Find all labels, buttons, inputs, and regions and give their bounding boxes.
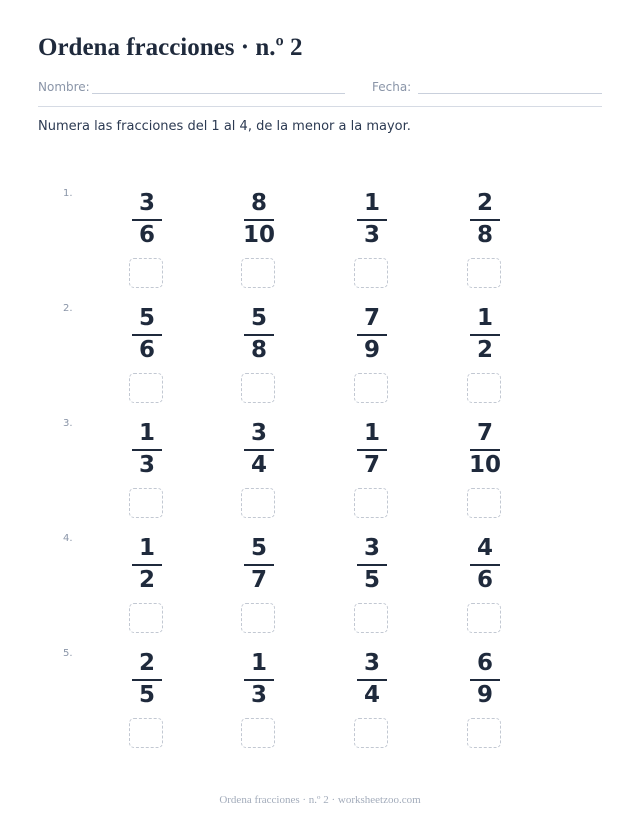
fraction-bar [132, 219, 162, 221]
fraction-numerator: 1 [138, 535, 155, 561]
fraction-denominator: 6 [476, 567, 493, 593]
fraction-numerator: 3 [363, 535, 380, 561]
problem-row [0, 533, 640, 643]
worksheet-title: Ordena fracciones · n.º 2 [38, 34, 303, 61]
fraction-numerator: 7 [476, 420, 493, 446]
fraction-denominator: 10 [468, 452, 501, 478]
fraction-bar [357, 449, 387, 451]
fraction-item [117, 648, 177, 756]
fraction-item [229, 188, 289, 296]
fraction-denominator: 5 [138, 682, 155, 708]
problem-row [0, 303, 640, 413]
answer-box[interactable] [467, 373, 501, 403]
answer-box[interactable] [467, 718, 501, 748]
fraction-denominator: 3 [363, 222, 380, 248]
fraction-bar [132, 449, 162, 451]
fraction-denominator: 2 [138, 567, 155, 593]
fraction-numerator: 5 [250, 535, 267, 561]
answer-box[interactable] [467, 488, 501, 518]
fraction-bar [244, 564, 274, 566]
date-line[interactable] [418, 93, 602, 94]
fraction-numerator: 3 [138, 190, 155, 216]
problem-number: 5. [63, 648, 73, 659]
fraction-bar [132, 679, 162, 681]
fraction-numerator: 1 [476, 305, 493, 331]
fraction-numerator: 2 [476, 190, 493, 216]
fraction-denominator: 3 [138, 452, 155, 478]
name-label: Nombre: [38, 80, 90, 94]
fraction-bar [132, 334, 162, 336]
fraction-bar [470, 334, 500, 336]
date-label: Fecha: [372, 80, 412, 94]
answer-box[interactable] [129, 718, 163, 748]
fraction-numerator: 5 [250, 305, 267, 331]
fraction-denominator: 4 [250, 452, 267, 478]
fraction-denominator: 10 [242, 222, 275, 248]
fraction-denominator: 8 [250, 337, 267, 363]
fraction-denominator: 5 [363, 567, 380, 593]
answer-box[interactable] [354, 603, 388, 633]
fraction-bar [470, 219, 500, 221]
fraction-bar [244, 679, 274, 681]
answer-box[interactable] [241, 373, 275, 403]
fraction-item [342, 533, 402, 641]
answer-box[interactable] [241, 718, 275, 748]
fraction-denominator: 9 [363, 337, 380, 363]
answer-box[interactable] [129, 373, 163, 403]
fraction-denominator: 8 [476, 222, 493, 248]
fraction-denominator: 2 [476, 337, 493, 363]
answer-box[interactable] [467, 603, 501, 633]
answer-box[interactable] [354, 718, 388, 748]
fraction-item [229, 418, 289, 526]
fraction-numerator: 6 [476, 650, 493, 676]
fraction-bar [244, 219, 274, 221]
fraction-item [342, 188, 402, 296]
fraction-bar [132, 564, 162, 566]
header-divider [38, 106, 602, 107]
fraction-numerator: 8 [250, 190, 267, 216]
fraction-numerator: 1 [363, 190, 380, 216]
answer-box[interactable] [241, 488, 275, 518]
fraction-denominator: 7 [250, 567, 267, 593]
fraction-bar [357, 679, 387, 681]
answer-box[interactable] [129, 258, 163, 288]
fraction-numerator: 2 [138, 650, 155, 676]
fraction-item [117, 188, 177, 296]
fraction-item [455, 188, 515, 296]
answer-box[interactable] [241, 258, 275, 288]
fraction-denominator: 4 [363, 682, 380, 708]
fraction-item [229, 648, 289, 756]
fraction-denominator: 9 [476, 682, 493, 708]
fraction-bar [244, 449, 274, 451]
fraction-item [229, 533, 289, 641]
fraction-item [455, 418, 515, 526]
answer-box[interactable] [129, 603, 163, 633]
fraction-bar [470, 679, 500, 681]
name-line[interactable] [92, 93, 345, 94]
problem-number: 2. [63, 303, 73, 314]
problem-row [0, 188, 640, 298]
fraction-numerator: 7 [363, 305, 380, 331]
fraction-denominator: 6 [138, 222, 155, 248]
fraction-numerator: 1 [250, 650, 267, 676]
problem-number: 4. [63, 533, 73, 544]
fraction-denominator: 3 [250, 682, 267, 708]
instructions: Numera las fracciones del 1 al 4, de la menor a la mayor. [38, 119, 411, 134]
fraction-numerator: 4 [476, 535, 493, 561]
fraction-bar [357, 219, 387, 221]
fraction-item [342, 303, 402, 411]
fraction-numerator: 3 [250, 420, 267, 446]
answer-box[interactable] [354, 488, 388, 518]
fraction-bar [357, 334, 387, 336]
fraction-item [342, 418, 402, 526]
fraction-item [117, 533, 177, 641]
answer-box[interactable] [129, 488, 163, 518]
fraction-numerator: 1 [138, 420, 155, 446]
fraction-item [455, 648, 515, 756]
problem-row [0, 648, 640, 758]
fraction-numerator: 1 [363, 420, 380, 446]
fraction-item [117, 418, 177, 526]
fraction-denominator: 6 [138, 337, 155, 363]
answer-box[interactable] [467, 258, 501, 288]
fraction-bar [244, 334, 274, 336]
answer-box[interactable] [354, 258, 388, 288]
problem-number: 1. [63, 188, 73, 199]
fraction-item [229, 303, 289, 411]
fraction-bar [357, 564, 387, 566]
answer-box[interactable] [241, 603, 275, 633]
fraction-bar [470, 449, 500, 451]
problem-number: 3. [63, 418, 73, 429]
fraction-denominator: 7 [363, 452, 380, 478]
answer-box[interactable] [354, 373, 388, 403]
fraction-bar [470, 564, 500, 566]
problem-row [0, 418, 640, 528]
fraction-item [455, 303, 515, 411]
footer: Ordena fracciones · n.º 2 · worksheetzoo.com [219, 794, 421, 806]
fraction-numerator: 5 [138, 305, 155, 331]
fraction-item [117, 303, 177, 411]
fraction-numerator: 3 [363, 650, 380, 676]
fraction-item [455, 533, 515, 641]
fraction-item [342, 648, 402, 756]
